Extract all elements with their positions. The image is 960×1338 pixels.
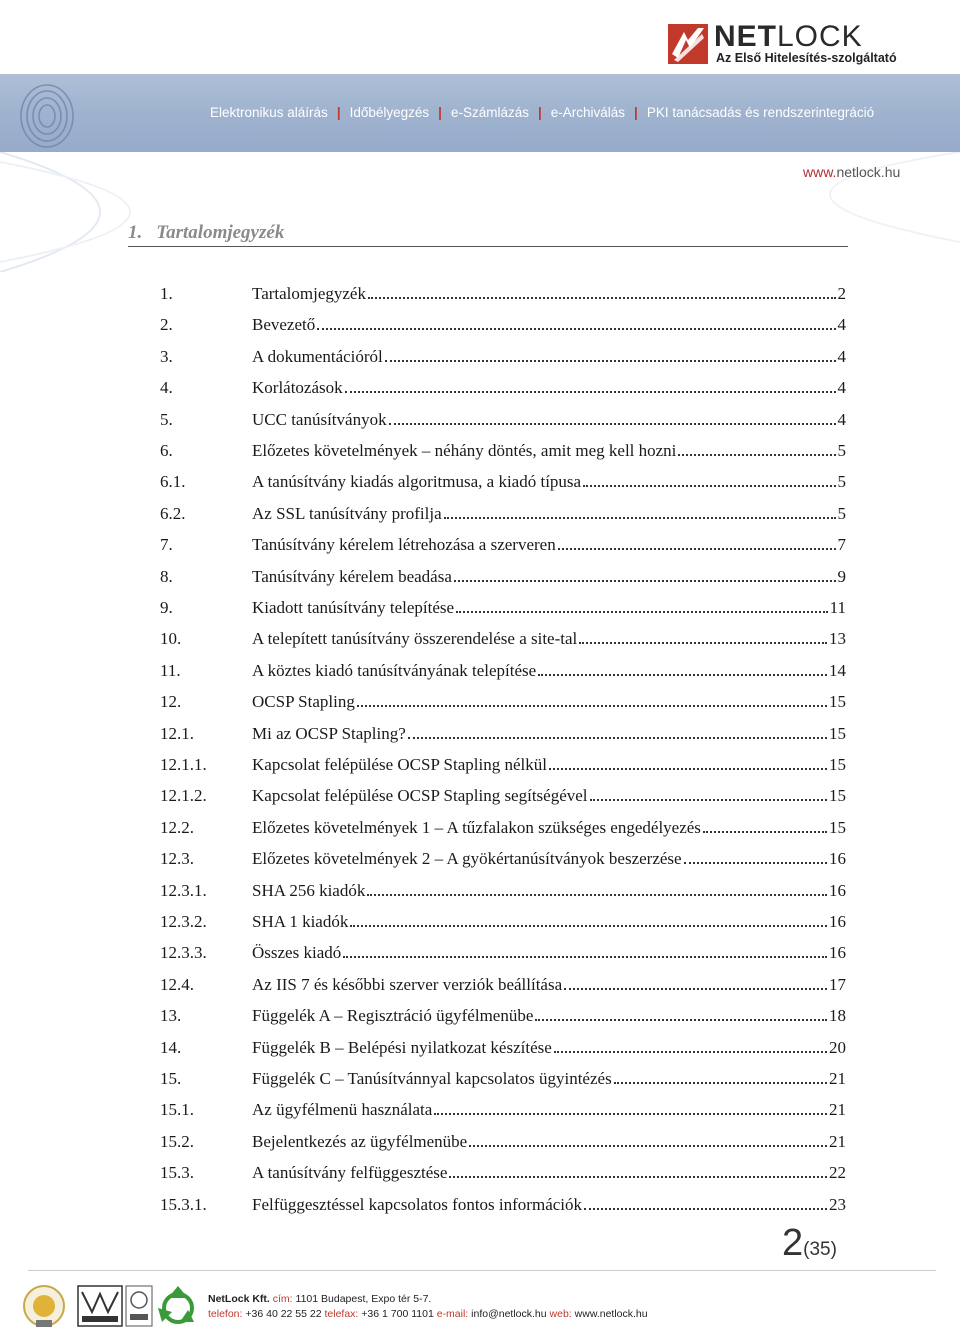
toc-entry-number: 4.	[160, 378, 173, 398]
toc-dot-leader	[558, 533, 836, 550]
toc-entry-number: 12.1.2.	[160, 786, 207, 806]
toc-dot-leader	[579, 627, 827, 644]
toc-entry-page: 4	[837, 346, 846, 366]
footer-contact: NetLock Kft. cím: 1101 Budapest, Expo tér 5-7. telefon: +36 40 22 55 22 telefax: +36 1 700 1101 e-mail: info@netlock.hu web: www.netlock.hu	[208, 1293, 648, 1320]
nav-item[interactable]: Időbélyegzés	[349, 105, 430, 120]
toc-entry[interactable]	[160, 502, 846, 526]
toc-entry-page: 5	[837, 441, 846, 460]
toc-dot-leader	[590, 784, 827, 801]
netlock-logo	[668, 22, 918, 70]
toc-entry-title: Előzetes követelmények 2 – A gyökértanúsítványok beszerzése	[252, 849, 682, 869]
toc-entry-title: Kapcsolat felépülése OCSP Stapling nélkül	[252, 755, 547, 774]
toc-entry-number: 12.	[160, 692, 182, 712]
toc-entry-number: 6.	[160, 441, 173, 460]
toc-entry[interactable]	[160, 596, 846, 620]
toc-entry-number: 12.3.1.	[160, 880, 207, 900]
toc-entry-number: 15.2.	[160, 1131, 194, 1151]
toc-entry-page: 4	[837, 409, 846, 429]
toc-entry-title: Felfüggesztéssel kapcsolatos fontos információk	[252, 1194, 583, 1214]
toc-entry-number: 12.3.3.	[160, 943, 207, 963]
moody-badge-icon	[78, 1286, 122, 1326]
toc-dot-leader	[408, 722, 827, 739]
footer-email[interactable]: info@netlock.hu	[471, 1308, 547, 1320]
toc-entry[interactable]	[160, 376, 846, 400]
toc-entry-title: A tanúsítvány kiadás algoritmusa, a kiadó típusa	[252, 472, 582, 492]
toc-entry-title: Függelék B – Belépési nyilatkozat készítése	[252, 1037, 552, 1057]
toc-dot-leader	[389, 408, 836, 425]
toc-dot-leader	[584, 1193, 827, 1210]
toc-entry[interactable]	[160, 1004, 846, 1028]
ukas-badge-icon	[126, 1286, 152, 1326]
toc-entry-title: Az SSL tanúsítvány profilja	[252, 503, 442, 523]
certification-badges	[22, 1282, 204, 1330]
toc-dot-leader	[678, 439, 835, 456]
toc-entry-page: 21	[829, 1069, 846, 1088]
brand-tagline: Az Első Hitelesítés-szolgáltató	[716, 51, 897, 65]
toc-entry[interactable]	[160, 690, 846, 714]
toc-dot-leader	[469, 1130, 827, 1147]
toc-dot-leader	[385, 345, 836, 362]
header-nav: Elektronikus aláírás | Időbélyegzés | e-Számlázás | e-Archiválás | PKI tanácsadás és rendszerintegráció	[210, 105, 875, 120]
toc-entry-page: 22	[829, 1163, 846, 1183]
toc-entry-title: Mi az OCSP Stapling?	[252, 723, 406, 743]
toc-entry-title: Bejelentkezés az ügyfélmenübe	[252, 1131, 468, 1151]
toc-entry-title: Függelék C – Tanúsítvánnyal kapcsolatos ügyintézés	[252, 1069, 612, 1088]
toc-entry[interactable]	[160, 565, 846, 589]
brand-name: NETLOCK	[714, 20, 863, 53]
toc-entry[interactable]	[160, 816, 846, 840]
toc-entry-page: 7	[837, 535, 846, 555]
toc-entry-title: OCSP Stapling	[252, 692, 355, 712]
toc-entry[interactable]	[160, 879, 846, 903]
toc-entry-title: A dokumentációról	[252, 346, 383, 366]
netlock-logo-mark-icon	[668, 24, 708, 64]
toc-entry-title: Tartalomjegyzék	[252, 284, 366, 303]
toc-entry-page: 5	[837, 472, 846, 492]
toc-entry-title: Előzetes követelmények 1 – A tűzfalakon szükséges engedélyezés	[252, 817, 701, 837]
toc-dot-leader	[350, 910, 827, 927]
toc-entry-title: Tanúsítvány kérelem létrehozása a szerveren	[252, 535, 556, 555]
toc-entry-page: 13	[829, 629, 846, 649]
toc-entry-number: 15.3.	[160, 1163, 194, 1183]
toc-entry-number: 12.3.2.	[160, 912, 207, 931]
toc-entry-page: 11	[829, 598, 846, 617]
toc-entry[interactable]	[160, 722, 846, 746]
toc-entry[interactable]	[160, 345, 846, 369]
toc-entry-title: SHA 1 kiadók	[252, 912, 349, 931]
footer-divider	[28, 1270, 936, 1271]
toc-entry-title: Bevezető	[252, 315, 316, 335]
toc-entry[interactable]	[160, 1067, 846, 1091]
toc-entry-title: Az ügyfélmenü használata	[252, 1100, 433, 1120]
toc-dot-leader	[345, 376, 836, 393]
toc-dot-leader	[367, 879, 827, 896]
toc-dot-leader	[368, 282, 836, 299]
toc-entry[interactable]	[160, 910, 846, 934]
toc-entry[interactable]	[160, 784, 846, 808]
toc-entry-title: Tanúsítvány kérelem beadása	[252, 566, 452, 586]
toc-entry-title: Korlátozások	[252, 378, 343, 398]
toc-entry[interactable]	[160, 1161, 846, 1185]
fingerprint-icon	[14, 78, 80, 148]
footer-web[interactable]: www.netlock.hu	[574, 1308, 648, 1320]
toc-dot-leader	[583, 470, 835, 487]
toc-entry-number: 12.2.	[160, 817, 194, 837]
toc-dot-leader	[535, 1004, 827, 1021]
toc-dot-leader	[456, 596, 828, 613]
toc-entry-page: 16	[829, 849, 846, 869]
toc-entry-title: Függelék A – Regisztráció ügyfélmenübe	[252, 1006, 534, 1026]
toc-dot-leader	[449, 1161, 827, 1178]
toc-dot-leader	[343, 941, 827, 958]
toc-entry-number: 15.	[160, 1069, 182, 1088]
toc-dot-leader	[684, 847, 827, 864]
toc-entry[interactable]	[160, 439, 846, 463]
sgs-badge-icon	[24, 1286, 64, 1327]
toc-entry-page: 23	[829, 1194, 846, 1214]
toc-entry[interactable]	[160, 1098, 846, 1122]
toc-entry[interactable]	[160, 533, 846, 557]
toc-entry[interactable]	[160, 627, 846, 651]
toc-entry[interactable]	[160, 1130, 846, 1154]
toc-entry-number: 12.1.1.	[160, 755, 207, 774]
toc-dot-leader	[444, 502, 836, 519]
toc-entry-page: 20	[829, 1037, 846, 1057]
toc-entry[interactable]	[160, 753, 846, 777]
toc-entry-title: A tanúsítvány felfüggesztése	[252, 1163, 448, 1183]
toc-entry-title: Kiadott tanúsítvány telepítése	[252, 598, 455, 617]
toc-dot-leader	[454, 565, 836, 582]
toc-entry[interactable]	[160, 941, 846, 965]
toc-entry-number: 5.	[160, 409, 173, 429]
toc-entry-page: 5	[837, 503, 846, 523]
toc-entry-number: 13.	[160, 1006, 182, 1026]
toc-entry-page: 15	[829, 755, 846, 774]
section-heading: 1. Tartalomjegyzék	[128, 222, 848, 247]
toc-entry-number: 15.3.1.	[160, 1194, 207, 1214]
toc-entry-title: Összes kiadó	[252, 943, 342, 963]
toc-entry[interactable]	[160, 408, 846, 432]
toc-entry-number: 10.	[160, 629, 182, 649]
toc-dot-leader	[554, 1036, 827, 1053]
toc-entry-page: 9	[837, 566, 846, 586]
toc-entry-page: 15	[829, 786, 846, 806]
toc-entry-page: 21	[829, 1131, 846, 1151]
toc-entry-page: 4	[837, 378, 846, 398]
toc-entry-page: 16	[829, 943, 846, 963]
toc-entry-number: 14.	[160, 1037, 182, 1057]
toc-entry-number: 8.	[160, 566, 173, 586]
toc-entry-page: 14	[829, 660, 846, 680]
toc-entry-page: 18	[829, 1006, 846, 1026]
toc-entry-number: 2.	[160, 315, 173, 335]
toc-entry[interactable]	[160, 973, 846, 997]
nav-item[interactable]: e-Archiválás	[550, 105, 626, 120]
toc-dot-leader	[434, 1098, 827, 1115]
toc-entry[interactable]	[160, 1193, 846, 1217]
toc-entry-title: UCC tanúsítványok	[252, 409, 387, 429]
toc-entry[interactable]	[160, 1036, 846, 1060]
toc-entry-number: 15.1.	[160, 1100, 194, 1120]
toc-entry-page: 17	[829, 974, 846, 994]
toc-entry[interactable]	[160, 659, 846, 683]
toc-entry-page: 15	[829, 723, 846, 743]
toc-entry-title: Előzetes követelmények – néhány döntés, amit meg kell hozni	[252, 441, 677, 460]
toc-entry-number: 3.	[160, 346, 173, 366]
toc-entry-page: 16	[829, 880, 846, 900]
toc-entry-page: 15	[829, 817, 846, 837]
toc-entry-number: 6.2.	[160, 503, 186, 523]
toc-entry-page: 15	[829, 692, 846, 712]
toc-dot-leader	[357, 690, 827, 707]
nav-item[interactable]: Elektronikus aláírás	[210, 105, 328, 120]
toc-dot-leader	[549, 753, 827, 770]
toc-entry-page: 16	[829, 912, 846, 931]
toc-entry-number: 1.	[160, 284, 173, 303]
toc-entry-number: 12.3.	[160, 849, 194, 869]
recycle-icon	[158, 1286, 194, 1322]
toc-entry-number: 7.	[160, 535, 173, 555]
toc-entry-title: Kapcsolat felépülése OCSP Stapling segítségével	[252, 786, 588, 806]
toc-entry-number: 12.1.	[160, 723, 194, 743]
toc-dot-leader	[564, 973, 827, 990]
toc-entry[interactable]	[160, 847, 846, 871]
toc-entry-number: 9.	[160, 598, 173, 617]
website-url[interactable]: www.netlock.hu	[803, 164, 901, 180]
toc-entry-title: Az IIS 7 és későbbi szerver verziók beállítása	[252, 974, 563, 994]
toc-dot-leader	[538, 659, 827, 676]
toc-entry-number: 11.	[160, 660, 181, 680]
toc-entry[interactable]	[160, 470, 846, 494]
page-number: 2(35)	[782, 1222, 837, 1264]
toc-entry-number: 6.1.	[160, 472, 186, 492]
toc-entry-title: SHA 256 kiadók	[252, 880, 366, 900]
toc-entry-title: A telepített tanúsítvány összerendelése a site-tal	[252, 629, 578, 649]
toc-dot-leader	[703, 816, 827, 833]
toc-dot-leader	[614, 1067, 827, 1084]
toc-entry[interactable]	[160, 282, 846, 306]
toc-dot-leader	[317, 313, 835, 330]
toc-entry-page: 4	[837, 315, 846, 335]
toc-entry-title: A köztes kiadó tanúsítványának telepítése	[252, 660, 537, 680]
toc-entry[interactable]	[160, 313, 846, 337]
nav-item[interactable]: e-Számlázás	[450, 105, 529, 120]
toc-entry-page: 21	[829, 1100, 846, 1120]
toc-entry-number: 12.4.	[160, 974, 194, 994]
toc-entry-page: 2	[837, 284, 846, 303]
nav-item[interactable]: PKI tanácsadás és rendszerintegráció	[646, 105, 875, 120]
